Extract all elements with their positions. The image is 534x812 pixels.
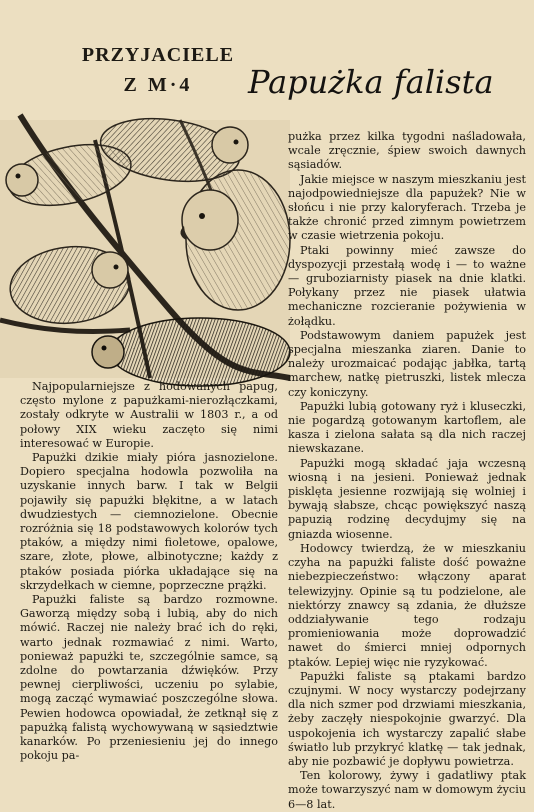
article-paragraph: Papużki faliste są ptakami bardzo czujnymi. W nocy wystarczy podejrzany dla nich szmer pod drzwiami mieszkania, żeby zaczęły niespokojnie gwarzyć. Dla uspokojenia ich wystarczy zapalić słabe światło lub przykryć klatkę — tak jednak, aby nie pozbawić je dopływu powietrza. [288, 669, 526, 768]
article-paragraph: Papużki dzikie miały pióra jasnozielone. Dopiero specjalna hodowla pozwoliła na uzyskanie innych barw. I tak w Belgii pojawiły się papużki błękitne, a w latach dwudziestych — ciemnozielone. Obecnie rozróżnia się 18 podstawowych kolorów tych ptaków, a między nimi fioletowe, opalowe, szare, złote, płowe, albinotyczne; każdy z ptaków posiada piórka układające się na skrzydełkach w ciemne, poprzeczne prążki. [20, 451, 278, 592]
parakeets-illustration [0, 120, 290, 378]
kicker-line-1: PRZYJACIELE [81, 44, 235, 66]
kicker-line-2: Z M·4 [123, 74, 193, 96]
article-paragraph: Jakie miejsce w naszym mieszkaniu jest najodpowiedniejsze dla papużek? Nie w słońcu i nie przy kaloryferach. Trzeba je także chronić przed zimnym powietrzem w czasie wietrzenia pokoju. [288, 172, 526, 243]
article-paragraph: Podstawowym daniem papużek jest specjalna mieszanka ziaren. Danie to należy urozmaicać podając jabłka, tartą marchew, natkę pietruszki, listek mlecza czy koniczyny. [288, 328, 526, 399]
article-paragraph: Najpopularniejsze z hodowanych papug, często mylone z papużkami-nierozłączkami, zostały odkryte w Australii w 1803 r., a od połowy XIX wieku zaczęto się nimi interesować w Europie. [20, 380, 278, 450]
section-kicker [58, 40, 258, 100]
article-column-left [20, 380, 278, 786]
article-paragraph: Hodowcy twierdzą, że w mieszkaniu czyha na papużki faliste dość poważne niebezpieczeństwo: włączony aparat telewizyjny. Opinie są tu podzielone, ale niektórzy znawcy są zdania, że dłuższe oddziaływanie tego rodzaju promieniowania może doprowadzić nawet do śmierci mniej odpornych ptaków. Lepiej więc nie ryzykować. [288, 541, 526, 669]
article-paragraph: Papużki faliste są bardzo rozmowne. Gaworzą między sobą i lubią, aby do nich mówić. Raczej nie należy brać ich do ręki, warto jednak rozmawiać z nimi. Warto, ponieważ papużki te, szczególnie samce, są zdolne do powtarzania dźwięków. Przy pewnej cierpliwości, uczeniu po sylabie, mogą zacząć wymawiać poszczególne słowa. Pewien hodowca opowiadał, że zetknął się z papużką falistą wychowywaną w sąsiedztwie kanarków. Po przeniesieniu jej do innego pokoju pa- [20, 593, 278, 763]
article-title: Papużka falista [248, 63, 494, 101]
parakeets-engraving-icon [0, 120, 290, 378]
article-paragraph: Ten kolorowy, żywy i gadatliwy ptak może towarzyszyć nam w domowym życiu 6—8 lat. [288, 769, 526, 811]
article-paragraph: Papużki lubią gotowany ryż i kluseczki, nie pogardzą gotowanym kartoflem, ale kasza i zielona sałata są dla nich raczej niewskazane. [288, 399, 526, 456]
article-column-right [288, 130, 526, 811]
article-paragraph: Ptaki powinny mieć zawsze do dyspozycji przestałą wodę i — to ważne — gruboziarnisty piasek na dnie klatki. Połykany przez nie piasek ułatwia mechaniczne rozcieranie pożywienia w żołądku. [288, 243, 526, 328]
article-paragraph: pużka przez kilka tygodni naśladowała, wcale zręcznie, śpiew swoich dawnych sąsiadów. [288, 130, 526, 172]
article-paragraph: Papużki mogą składać jaja wczesną wiosną i na jesieni. Ponieważ jednak pisklęta jesienne rozwijają się wolniej i bywają słabsze, chcąc powiększyć naszą papuzią rodzinę decydujmy się na gniazda wiosenne. [288, 456, 526, 541]
